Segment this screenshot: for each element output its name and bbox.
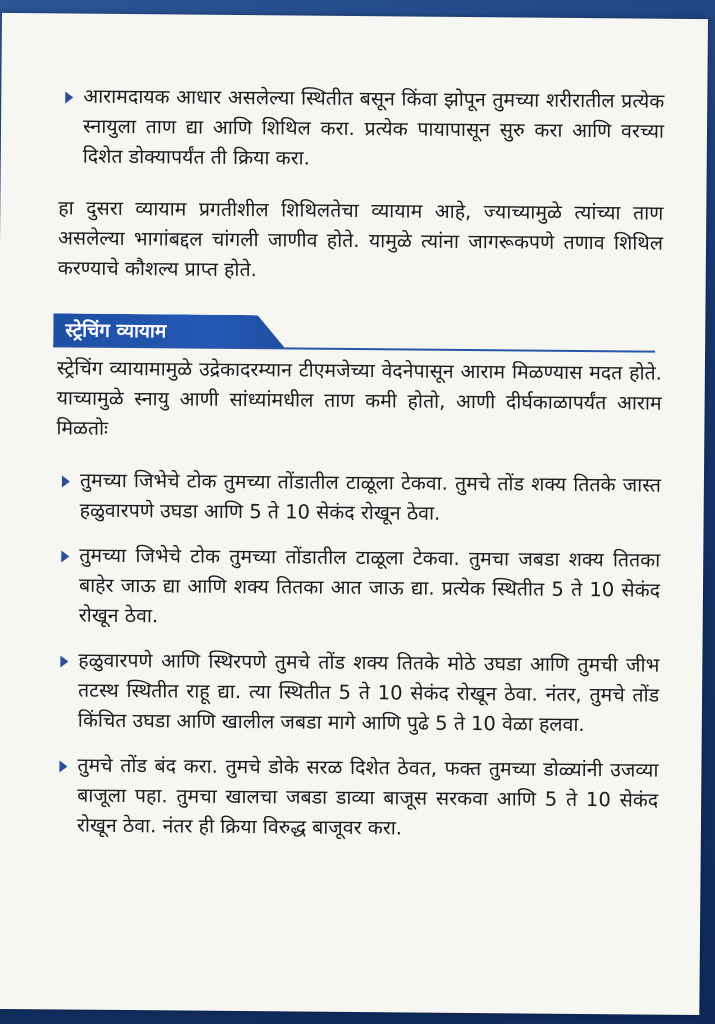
list-item: [56, 465, 662, 530]
bullet-text: आरामदायक आधार असलेल्या स्थितीत बसून किंवा झोपून तुमच्या शरीरातील प्रत्येक स्नायुला ताण द्या आणि शिथिल करा. प्रत्येक पायापासून सुरु करा आणि वरच्या दिशेत डोक्यापर्यंत ती क्रिया करा.: [82, 84, 665, 170]
triangle-right-icon: [60, 655, 68, 667]
bullet-text: हळुवारपणे आणि स्थिरपणे तुमचे तोंड शक्य तितके मोठे उघडा आणि तुमची जीभ तटस्थ स्थितीत राहू द्या. त्या स्थितीत 5 ते 10 सेकंद रोखून ठेवा. नंतर, तुमचे तोंड किंचित उघडा आणि खालील जबडा मागे आणि पुढे 5 ते 10 वेळा हलवा.: [77, 648, 660, 737]
page-content: [53, 81, 665, 845]
document-page: [0, 13, 708, 1015]
list-item: [59, 81, 665, 176]
triangle-right-icon: [61, 550, 69, 562]
section-intro: स्ट्रेचिंग व्यायामामुळे उद्रेकादरम्यान टीएमजेच्या वेदनेपासून आराम मिळण्यास मदत होते. याच्यामुळे स्नायु आणी सांध्यांमधील ताण कमी होतो, आणी दीर्घकाळापर्यंत आराम मिळतोः: [56, 356, 662, 440]
triangle-right-icon: [59, 760, 67, 772]
triangle-right-icon: [65, 91, 73, 103]
bullet-text: तुमचे तोंड बंद करा. तुमचे डोके सरळ दिशेत ठेवत, फक्त तुमच्या डोळ्यांनी उजव्या बाजूला पहा. तुमचा खालचा जबडा डाव्या बाजूस सरकवा आणि 5 ते 10 सेकंद रोखून ठेवा. नंतर ही क्रिया विरुद्ध बाजूवर करा.: [76, 753, 659, 840]
list-item: [53, 750, 659, 845]
list-item: [54, 645, 660, 740]
triangle-right-icon: [62, 475, 70, 487]
bullet-text: तुमच्या जिभेचे टोक तुमच्या तोंडातील टाळूला टेकवा. तुमचा जबडा शक्य तितका बाहेर जाऊ द्या आणि शक्य तितका आत जाऊ द्या. प्रत्येक स्थितीत 5 ते 10 सेकंद रोखून ठेवा.: [78, 543, 661, 628]
bullet-text: तुमच्या जिभेचे टोक तुमच्या तोंडातील टाळूला टेकवा. तुमचे तोंड शक्य तितके जास्त हळुवारपणे उघडा आणि 5 ते 10 सेकंद रोखून ठेवा.: [79, 468, 662, 525]
intro-paragraph: हा दुसरा व्यायाम प्रगतीशील शिथिलतेचा व्यायाम आहे, ज्याच्यामुळे त्यांच्या ताण असलेल्या भागांबद्दल चांगली जाणीव होते. यामुळे त्यांना जागरूकपणे तणाव शिथिल करण्याचे कौशल्य प्राप्त होते.: [57, 196, 664, 282]
list-item: [55, 540, 661, 635]
section-heading-label: स्ट्रेचिंग व्यायाम: [65, 319, 167, 343]
section-heading: [53, 313, 655, 352]
